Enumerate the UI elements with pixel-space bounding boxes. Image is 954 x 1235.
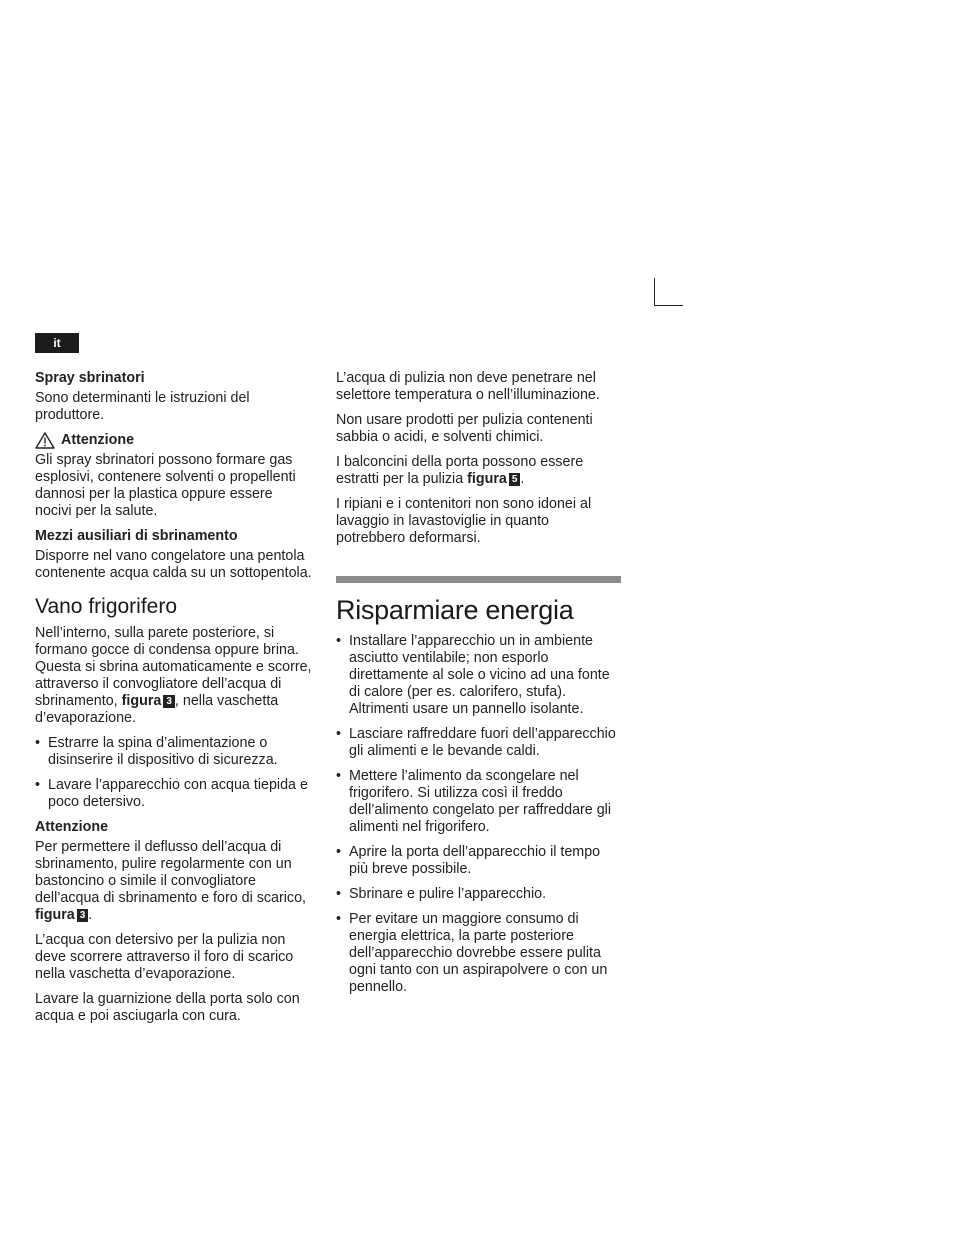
bullet: • bbox=[336, 726, 342, 742]
figure-number-badge: 3 bbox=[77, 909, 89, 922]
warning2-text-a: Per permettere il deflusso dell’acqua di sbrinamento, pulire regolarmente con un bastoncino o simile il convogliatore dell’acqua di sbrinamento e foro di scarico, bbox=[35, 839, 306, 906]
warning-text-2 bbox=[35, 839, 313, 924]
figure-ref: figura bbox=[467, 471, 507, 487]
list-item bbox=[336, 886, 621, 903]
right-column bbox=[336, 370, 621, 1004]
energy-tips-list bbox=[336, 633, 621, 996]
spray-title: Spray sbrinatori bbox=[35, 370, 145, 386]
warning2-text-b: . bbox=[88, 907, 93, 923]
list-item bbox=[35, 777, 313, 811]
list-item bbox=[336, 726, 621, 760]
bullet: • bbox=[336, 633, 342, 649]
list-item-text: Estrarre la spina d’alimentazione o disinserire il dispositivo di sicurezza. bbox=[48, 735, 278, 768]
language-badge: it bbox=[35, 333, 79, 353]
section-divider bbox=[336, 576, 621, 583]
list-item-text: Installare l’apparecchio un in ambiente asciutto ventilabile; non esporlo direttamente al sole o vicino ad una fonte di calore (per es. calorifero, stufa). Altrimenti usare un pannello isolante. bbox=[349, 633, 610, 717]
figure-ref: figura bbox=[35, 907, 75, 923]
bullet: • bbox=[336, 911, 342, 927]
bullet: • bbox=[35, 735, 41, 751]
detersivo-text: L’acqua con detersivo per la pulizia non deve scorrere attraverso il foro di scarico nella vaschetta d’evaporazione. bbox=[35, 932, 294, 982]
list-item bbox=[336, 633, 621, 718]
cleaning-note-2: Non usare prodotti per pulizia contenenti sabbia o acidi, e solventi chimici. bbox=[336, 412, 593, 445]
note3-text-a: I balconcini della porta possono essere estratti per la pulizia bbox=[336, 454, 584, 487]
cleaning-steps-list bbox=[35, 735, 313, 811]
list-item-text: Lasciare raffreddare fuori dell’apparecchio gli alimenti e le bevande caldi. bbox=[349, 726, 616, 759]
spray-text: Sono determinanti le istruzioni del produttore. bbox=[35, 390, 250, 423]
list-item-text: Mettere l’alimento da scongelare nel frigorifero. Si utilizza così il freddo dell’alimento congelato per raffreddare gli alimenti nel frigorifero. bbox=[349, 768, 612, 835]
bullet: • bbox=[336, 768, 342, 784]
mezzi-text: Disporre nel vano congelatore una pentola contenente acqua calda su un sottopentola. bbox=[35, 548, 312, 581]
list-item bbox=[35, 735, 313, 769]
mezzi-title: Mezzi ausiliari di sbrinamento bbox=[35, 528, 238, 544]
list-item bbox=[336, 844, 621, 878]
vano-text-b: , nella vaschetta d’evaporazione. bbox=[35, 693, 279, 726]
cleaning-note-1: L’acqua di pulizia non deve penetrare nel selettore temperatura o nell’illuminazione. bbox=[336, 370, 600, 403]
bullet: • bbox=[336, 844, 342, 860]
figure-ref: figura bbox=[121, 693, 162, 709]
left-column bbox=[35, 370, 313, 1033]
list-item bbox=[336, 768, 621, 836]
bullet: • bbox=[35, 777, 41, 793]
list-item-text: Aprire la porta dell’apparecchio il tempo più breve possibile. bbox=[349, 844, 601, 877]
bullet: • bbox=[336, 886, 342, 902]
figure-number-badge: 5 bbox=[509, 473, 521, 486]
section-title-vano: Vano frigorifero bbox=[35, 595, 178, 618]
vano-text bbox=[35, 625, 313, 727]
crop-mark bbox=[654, 278, 683, 306]
cleaning-note-3 bbox=[336, 454, 621, 488]
list-item-text: Lavare l’apparecchio con acqua tiepida e poco detersivo. bbox=[48, 777, 308, 810]
list-item-text: Per evitare un maggiore consumo di energia elettrica, la parte posteriore dell’apparecchio dovrebbe essere pulita ogni tanto con un aspirapolvere o con un pennello. bbox=[349, 911, 608, 995]
guarnizione-text: Lavare la guarnizione della porta solo con acqua e poi asciugarla con cura. bbox=[35, 991, 300, 1024]
warning-heading bbox=[35, 432, 313, 449]
figure-number-badge: 3 bbox=[163, 695, 175, 708]
section-title-energia: Risparmiare energia bbox=[336, 595, 574, 625]
warning-triangle-icon bbox=[35, 432, 55, 449]
list-item-text: Sbrinare e pulire l’apparecchio. bbox=[349, 886, 547, 902]
warning-title: Attenzione bbox=[61, 432, 135, 448]
note3-text-b: . bbox=[520, 471, 525, 487]
vano-text-a: Nell’interno, sulla parete posteriore, si formano gocce di condensa oppure brina. Questa si sbrina automaticamente e scorre, attraverso il convogliatore dell’acqua di sbrinamento, bbox=[35, 625, 312, 709]
list-item bbox=[336, 911, 621, 996]
warning-title-2: Attenzione bbox=[35, 819, 109, 835]
warning-text: Gli spray sbrinatori possono formare gas esplosivi, contenere solventi o propellenti dannosi per la plastica oppure essere nocivi per la salute. bbox=[35, 452, 296, 519]
cleaning-note-4: I ripiani e i contenitori non sono idonei al lavaggio in lavastoviglie in quanto potrebbero deformarsi. bbox=[336, 496, 592, 546]
